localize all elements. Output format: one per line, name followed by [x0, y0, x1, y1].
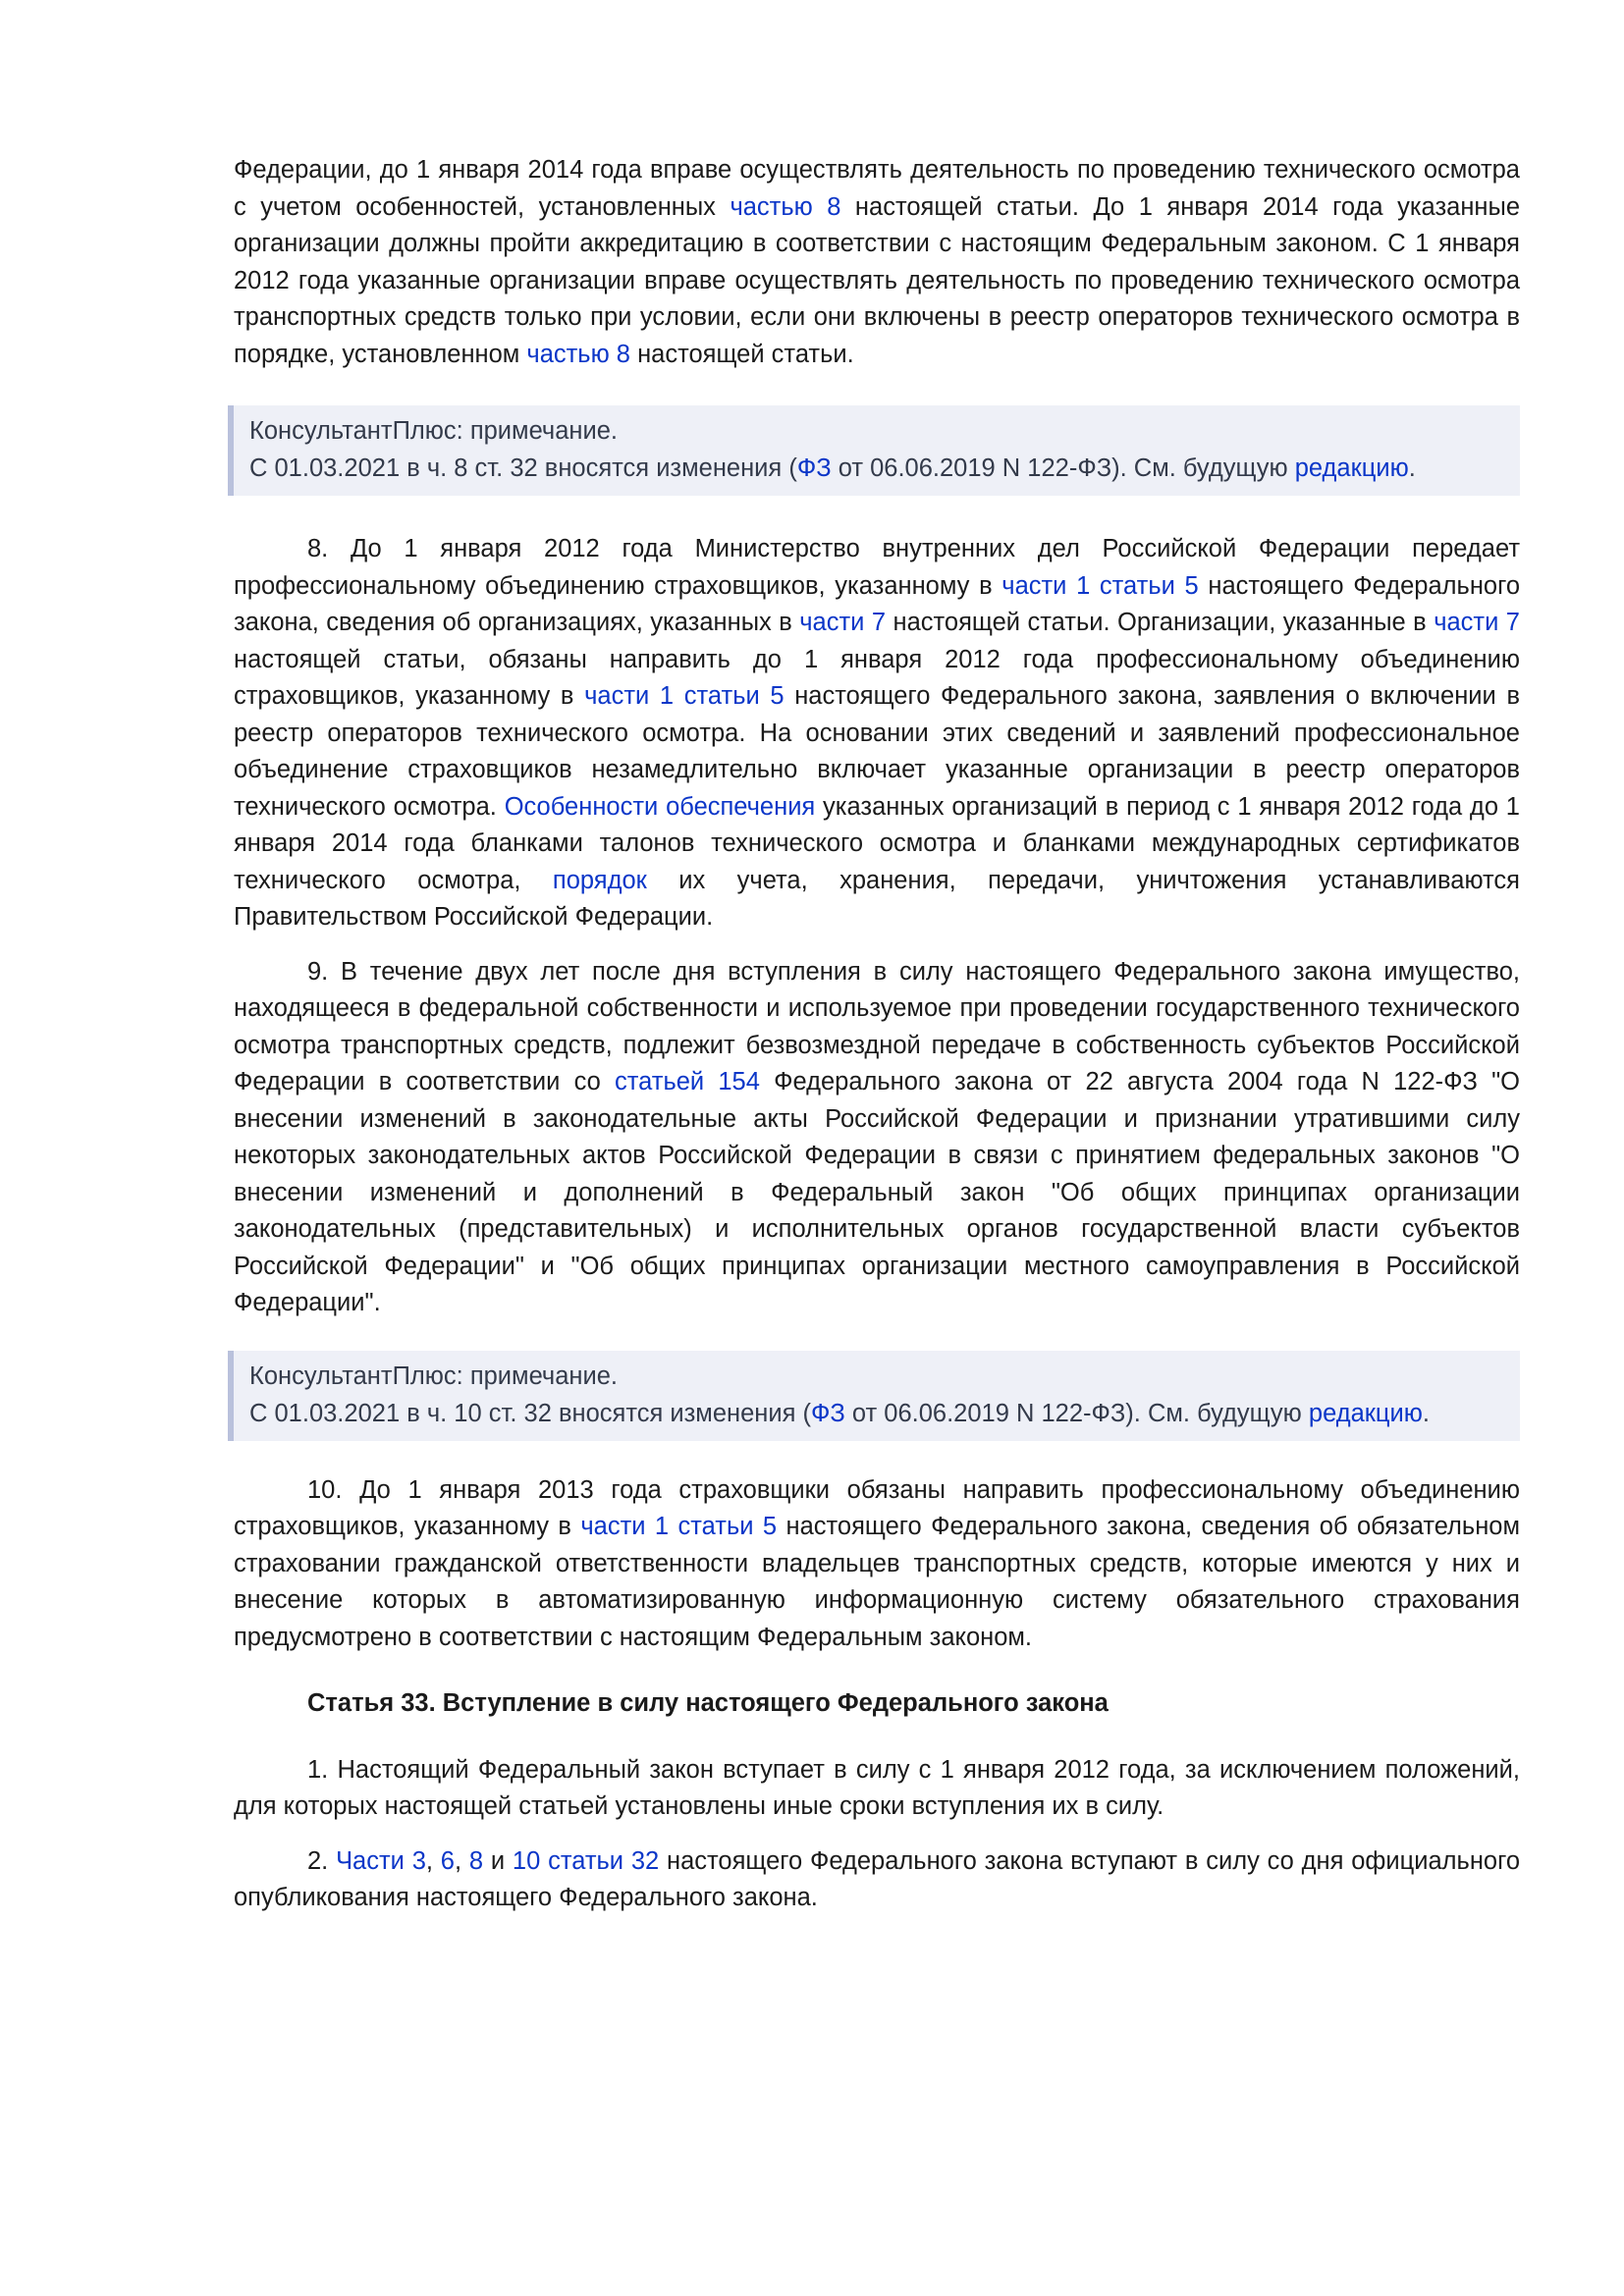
link-part-1-article-5[interactable]: части 1 статьи 5: [1001, 571, 1199, 600]
link-part-8[interactable]: частью 8: [526, 340, 630, 368]
text-run: Федерального закона от 22 августа 2004 года N 122-ФЗ "О внесении изменений в законодательные акты Российской Федерации и признании утратившими силу некоторых законодательных актов Российской Федерации в связи с принятием федеральных законов "О внесении изменений и дополнений в Федеральный закон "Об общих принципах организации законодательных (представительных) и исполнительных органов государственной власти субъектов Российской Федерации" и "Об общих принципах организации местного самоуправления в Российской Федерации".: [234, 1068, 1521, 1316]
note-body: [249, 1395, 1506, 1432]
article-33-part-1: 1. Настоящий Федеральный закон вступает в силу с 1 января 2012 года, за исключением положений, для которых настоящей статьей установлены иные сроки вступления их в силу.: [234, 1755, 1520, 1820]
text-run: от 06.06.2019 N 122-ФЗ). См. будущую: [844, 1399, 1309, 1427]
note-title: КонсультантПлюс: примечание.: [249, 417, 618, 445]
link-part-8[interactable]: 8: [468, 1846, 484, 1875]
note-title: КонсультантПлюс: примечание.: [249, 1362, 618, 1390]
article-heading: Статья 33. Вступление в силу настоящего Федерального закона: [307, 1689, 1109, 1717]
text-run: .: [1408, 454, 1416, 482]
text-run: .: [1422, 1399, 1430, 1427]
consultant-note: [228, 405, 1520, 496]
text-run: настоящего Федерального закона, сведения об организациях, указанных в: [234, 571, 1520, 636]
link-fz[interactable]: ФЗ: [796, 454, 832, 482]
text-run: ,: [425, 1846, 441, 1875]
link-part-1-article-5[interactable]: части 1 статьи 5: [580, 1513, 778, 1540]
link-part-10-article-32[interactable]: 10 статьи 32: [512, 1846, 660, 1875]
link-article-154[interactable]: статьей 154: [615, 1068, 760, 1095]
text-run: и: [483, 1846, 513, 1875]
text-run: настоящей статьи, обязаны направить до 1 января 2012 года профессиональному объединению страховщиков, указанному в: [234, 645, 1520, 710]
document-page: [234, 152, 1520, 1917]
paragraph-intro: [234, 152, 1520, 373]
note-body: [249, 450, 1506, 487]
consultant-note: [228, 1351, 1520, 1441]
link-fz[interactable]: ФЗ: [811, 1399, 845, 1427]
link-future-edition[interactable]: редакцию: [1308, 1399, 1423, 1427]
text-run: настоящей статьи. До 1 января 2014 года указанные организации должны пройти аккредитацию в соответствии с настоящим Федеральным законом. С 1 января 2012 года указанные организации вправе осуществлять деятельность по проведению технического осмотра транспортных средств только при условии, если они включены в реестр операторов технического осмотра в порядке, установленном: [234, 192, 1520, 368]
link-part-3[interactable]: Части 3: [336, 1846, 426, 1875]
paragraph-10: [234, 1472, 1520, 1657]
text-run: С 01.03.2021 в ч. 8 ст. 32 вносятся изменения (: [249, 454, 797, 482]
text-run: ,: [454, 1846, 469, 1875]
text-run: Федерации, до 1 января 2014 года вправе осуществлять деятельность по проведению технического осмотра с учетом особенностей, установленных: [234, 156, 1520, 221]
text-run: 10. До 1 января 2013 года страховщики обязаны направить профессиональному объединению страховщиков, указанному в: [234, 1475, 1520, 1540]
link-part-6[interactable]: 6: [440, 1846, 455, 1875]
text-run: указанных организаций в период с 1 января 2012 года до 1 января 2014 года бланками талонов технического осмотра и бланками международных сертификатов технического осмотра,: [234, 792, 1520, 894]
link-provision-features[interactable]: Особенности обеспечения: [504, 792, 816, 821]
link-part-7[interactable]: части 7: [799, 609, 887, 636]
paragraph-9: [234, 954, 1520, 1322]
link-future-edition[interactable]: редакцию: [1294, 454, 1409, 482]
link-part-1-article-5[interactable]: части 1 статьи 5: [584, 682, 785, 710]
paragraph-8: [234, 531, 1520, 936]
text-run: от 06.06.2019 N 122-ФЗ). См. будущую: [831, 454, 1295, 482]
text-run: настоящей статьи. Организации, указанные в: [886, 609, 1435, 636]
link-procedure[interactable]: порядок: [552, 866, 647, 894]
text-run: настоящего Федерального закона, сведения об обязательном страховании гражданской ответственности владельцев транспортных средств, которые имеются у них и внесение которых в автоматизированную информационную систему обязательного страхования предусмотрено в соответствии с настоящим Федеральным законом.: [234, 1513, 1521, 1651]
text-run: настоящей статьи.: [629, 340, 854, 368]
text-run: 2.: [307, 1846, 337, 1875]
text-run: С 01.03.2021 в ч. 10 ст. 32 вносятся изменения (: [249, 1399, 811, 1427]
text-run: их учета, хранения, передачи, уничтожения устанавливаются Правительством Российской Федерации.: [234, 866, 1520, 931]
text-run: настоящего Федерального закона, заявления о включении в реестр операторов технического осмотра. На основании этих сведений и заявлений профессиональное объединение страховщиков незамедлительно включает указанные организации в реестр операторов технического осмотра.: [234, 682, 1520, 821]
link-part-8[interactable]: частью 8: [730, 192, 841, 221]
link-part-7[interactable]: части 7: [1434, 609, 1520, 636]
text-run: настоящего Федерального закона вступают в силу со дня официального опубликования настоящего Федерального закона.: [234, 1846, 1521, 1911]
article-33-part-2: [234, 1843, 1520, 1917]
text-run: 9. В течение двух лет после дня вступления в силу настоящего Федерального закона имущество, находящееся в федеральной собственности и используемое при проведении государственного технического осмотра транспортных средств, подлежит безвозмездной передаче в собственность субъектов Российской Федерации в соответствии со: [234, 957, 1520, 1095]
text-run: 8. До 1 января 2012 года Министерство внутренних дел Российской Федерации передает профессиональному объединению страховщиков, указанному в: [234, 535, 1520, 600]
